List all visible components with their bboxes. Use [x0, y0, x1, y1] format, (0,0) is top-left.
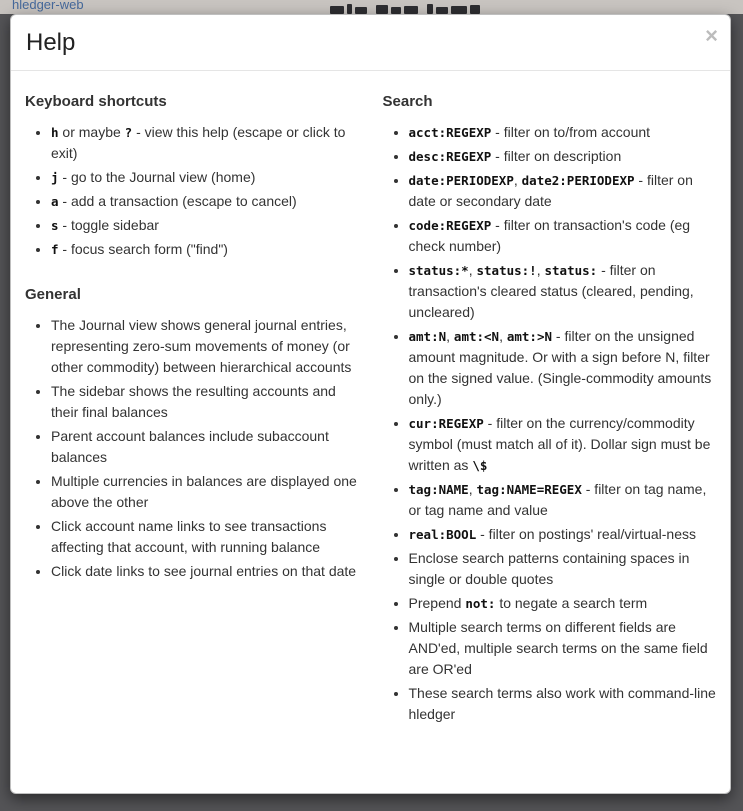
inline-code: \$ [472, 457, 488, 473]
inline-code: desc:REGEXP [408, 148, 492, 164]
section-heading-keyboard-shortcuts: Keyboard shortcuts [25, 92, 167, 110]
letter-fragment [451, 6, 467, 14]
obscured-page-title [330, 0, 483, 14]
close-icon[interactable]: × [705, 23, 718, 48]
inline-code: h [51, 124, 59, 140]
section-heading-search: Search [382, 92, 433, 110]
left-column [13, 87, 371, 735]
letter-fragment [436, 7, 448, 14]
right-column [371, 87, 729, 735]
list-item: • amt:N, amt:<N, amt:>N - filter on the unsigned amount magnitude. Or with a sign before N, filter on the signed value. (Single-commodity amounts only.) [409, 326, 717, 410]
search-list [383, 122, 717, 725]
list-item: • f - focus search form ("find") [51, 239, 359, 260]
inline-code: not: [465, 595, 496, 611]
inline-code: tag:NAME=REGEX [476, 481, 582, 497]
inline-code: date2:PERIODEXP [521, 172, 635, 188]
letter-fragment [347, 4, 352, 14]
list-item: • The sidebar shows the resulting accounts and their final balances [51, 381, 359, 423]
list-item: • h or maybe ? - view this help (escape or click to exit) [51, 122, 359, 164]
list-item: • Parent account balances include subaccount balances [51, 426, 359, 468]
inline-code: acct:REGEXP [408, 124, 492, 140]
section-heading-general: General [25, 285, 81, 303]
list-item: • desc:REGEXP - filter on description [409, 146, 717, 167]
inline-code: tag:NAME [408, 481, 469, 497]
inline-code: j [51, 169, 59, 185]
inline-code: a [51, 193, 59, 209]
letter-fragment [391, 7, 401, 14]
letter-fragment [376, 5, 388, 14]
help-modal [10, 14, 731, 794]
letter-fragment [470, 5, 480, 14]
list-item: • tag:NAME, tag:NAME=REGEX - filter on tag name, or tag name and value [409, 479, 717, 521]
list-item: • Multiple search terms on different fields are AND'ed, multiple search terms on the same field are OR'ed [409, 617, 717, 680]
inline-code: status:! [476, 262, 537, 278]
modal-title: Help [26, 29, 76, 56]
inline-code: f [51, 241, 59, 257]
list-item: • Prepend not: to negate a search term [409, 593, 717, 614]
list-item: • code:REGEXP - filter on transaction's code (eg check number) [409, 215, 717, 257]
inline-code: code:REGEXP [408, 217, 492, 233]
list-item: • cur:REGEXP - filter on the currency/commodity symbol (must match all of it). Dollar sign must be written as \$ [409, 413, 717, 476]
modal-body [11, 71, 730, 735]
inline-code: status: [544, 262, 598, 278]
list-item: • date:PERIODEXP, date2:PERIODEXP - filter on date or secondary date [409, 170, 717, 212]
inline-code: ? [124, 124, 133, 140]
inline-code: cur:REGEXP [408, 415, 484, 431]
general-list [25, 315, 359, 582]
list-item: • Click date links to see journal entries on that date [51, 561, 359, 582]
list-item: • These search terms also work with command-line hledger [409, 683, 717, 725]
inline-code: s [51, 217, 59, 233]
inline-code: amt:N [408, 328, 447, 344]
inline-code: amt:>N [506, 328, 553, 344]
list-item: • status:*, status:!, status: - filter on transaction's cleared status (cleared, pending, uncleared) [409, 260, 717, 323]
list-item: • Click account name links to see transactions affecting that account, with running balance [51, 516, 359, 558]
inline-code: status:* [408, 262, 469, 278]
letter-fragment [330, 6, 344, 14]
list-item: • Enclose search patterns containing spaces in single or double quotes [409, 548, 717, 590]
letter-fragment [404, 6, 418, 14]
list-item: • real:BOOL - filter on postings' real/virtual-ness [409, 524, 717, 545]
list-item: • j - go to the Journal view (home) [51, 167, 359, 188]
list-item: • a - add a transaction (escape to cancel) [51, 191, 359, 212]
inline-code: amt:<N [453, 328, 500, 344]
hledger-web-brand-link[interactable]: hledger-web [12, 0, 84, 12]
keyboard-shortcuts-list [25, 122, 359, 260]
list-item: • s - toggle sidebar [51, 215, 359, 236]
list-item: • Multiple currencies in balances are displayed one above the other [51, 471, 359, 513]
modal-header [11, 15, 730, 71]
letter-fragment [355, 7, 367, 14]
list-item: • The Journal view shows general journal entries, representing zero-sum movements of money (or other commodity) between hierarchical accounts [51, 315, 359, 378]
letter-fragment [427, 4, 433, 14]
list-item: • acct:REGEXP - filter on to/from account [409, 122, 717, 143]
inline-code: date:PERIODEXP [408, 172, 514, 188]
inline-code: real:BOOL [408, 526, 477, 542]
background-page [0, 0, 743, 14]
